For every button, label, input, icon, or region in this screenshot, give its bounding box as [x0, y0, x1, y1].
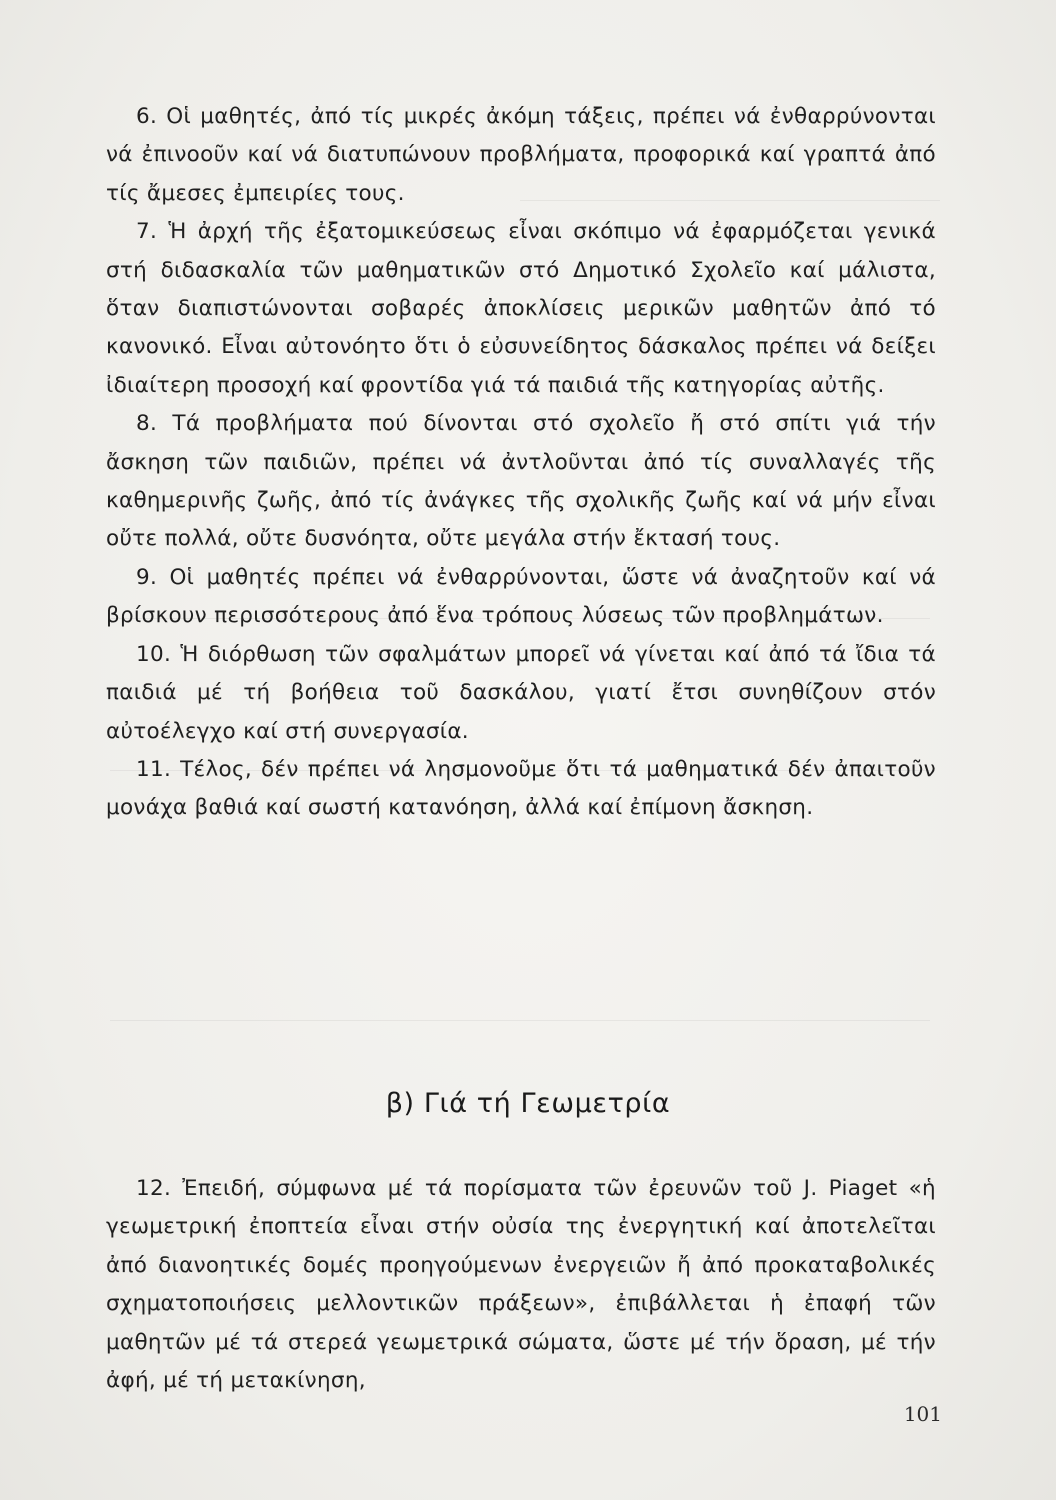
main-text-block: [106, 98, 936, 828]
bleed-through-line: [110, 1020, 930, 1021]
geometry-text-block: [106, 1170, 936, 1400]
paragraph-8: 8. Τά προβλήματα πού δίνονται στό σχολεῖο ἤ στό σπίτι γιά τήν ἄσκηση τῶν παιδιῶν, πρέπει νά ἀντλοῦνται ἀπό τίς συναλλαγές τῆς καθημερινῆς ζωῆς, ἀπό τίς ἀνάγκες τῆς σχολικῆς ζωῆς καί νά μήν εἶναι οὔτε πολλά, οὔτε δυσνόητα, οὔτε μεγάλα στήν ἔκτασή τους.: [106, 411, 936, 552]
paragraph-10: 10. Ἡ διόρθωση τῶν σφαλμάτων μπορεῖ νά γίνεται καί ἀπό τά ἴδια τά παιδιά μέ τή βοήθεια τοῦ δασκάλου, γιατί ἔτσι συνηθίζουν στόν αὐτοέλεγχο καί στή συνεργασία.: [106, 641, 936, 744]
paragraph-12: 12. Ἐπειδή, σύμφωνα μέ τά πορίσματα τῶν ἐρευνῶν τοῦ J. Piaget «ἡ γεωμετρική ἐποπτεία εἶναι στήν οὐσία της ἐνεργητική καί ἀποτελεῖται ἀπό διανοητικές δομές προηγούμενων ἐνεργειῶν ἤ ἀπό προκαταβολικές σχηματοποιήσεις μελλοντικῶν πράξεων», ἐπιβάλλεται ἡ ἐπαφή τῶν μαθητῶν μέ τά στερεά γεωμετρικά σώματα, ὥστε μέ τήν ὅραση, μέ τήν ἀφή, μέ τή μετακίνηση,: [106, 1176, 936, 1394]
paragraph-6: 6. Οἱ μαθητές, ἀπό τίς μικρές ἀκόμη τάξεις, πρέπει νά ἐνθαρρύνονται νά ἐπινοοῦν καί νά διατυπώνουν προβλήματα, προφορικά καί γραπτά ἀπό τίς ἄμεσες ἐμπειρίες τους.: [106, 104, 936, 206]
paragraph-11: 11. Τέλος, δέν πρέπει νά λησμονοῦμε ὅτι τά μαθηματικά δέν ἀπαιτοῦν μονάχα βαθιά καί σωστή κατανόηση, ἀλλά καί ἐπίμονη ἄσκηση.: [106, 756, 936, 821]
paragraph-9: 9. Οἱ μαθητές πρέπει νά ἐνθαρρύνονται, ὥστε νά ἀναζητοῦν καί νά βρίσκουν περισσότερους ἀπό ἕνα τρόπους λύσεως τῶν προβλημάτων.: [106, 564, 936, 629]
paragraph-7: 7. Ἡ ἀρχή τῆς ἐξατομικεύσεως εἶναι σκόπιμο νά ἐφαρμόζεται γενικά στή διδασκαλία τῶν μαθηματικῶν στό Δημοτικό Σχολεῖο καί μάλιστα, ὅταν διαπιστώνονται σοβαρές ἀποκλίσεις μερικῶν μαθητῶν ἀπό τό κανονικό. Εἶναι αὐτονόητο ὅτι ὁ εὐσυνείδητος δάσκαλος πρέπει νά δείξει ἰδιαίτερη προσοχή καί φροντίδα γιά τά παιδιά τῆς κατηγορίας αὐτῆς.: [106, 219, 936, 398]
page-number: 101: [903, 1402, 942, 1426]
section-heading: β) Γιά τή Γεωμετρία: [385, 1088, 671, 1119]
